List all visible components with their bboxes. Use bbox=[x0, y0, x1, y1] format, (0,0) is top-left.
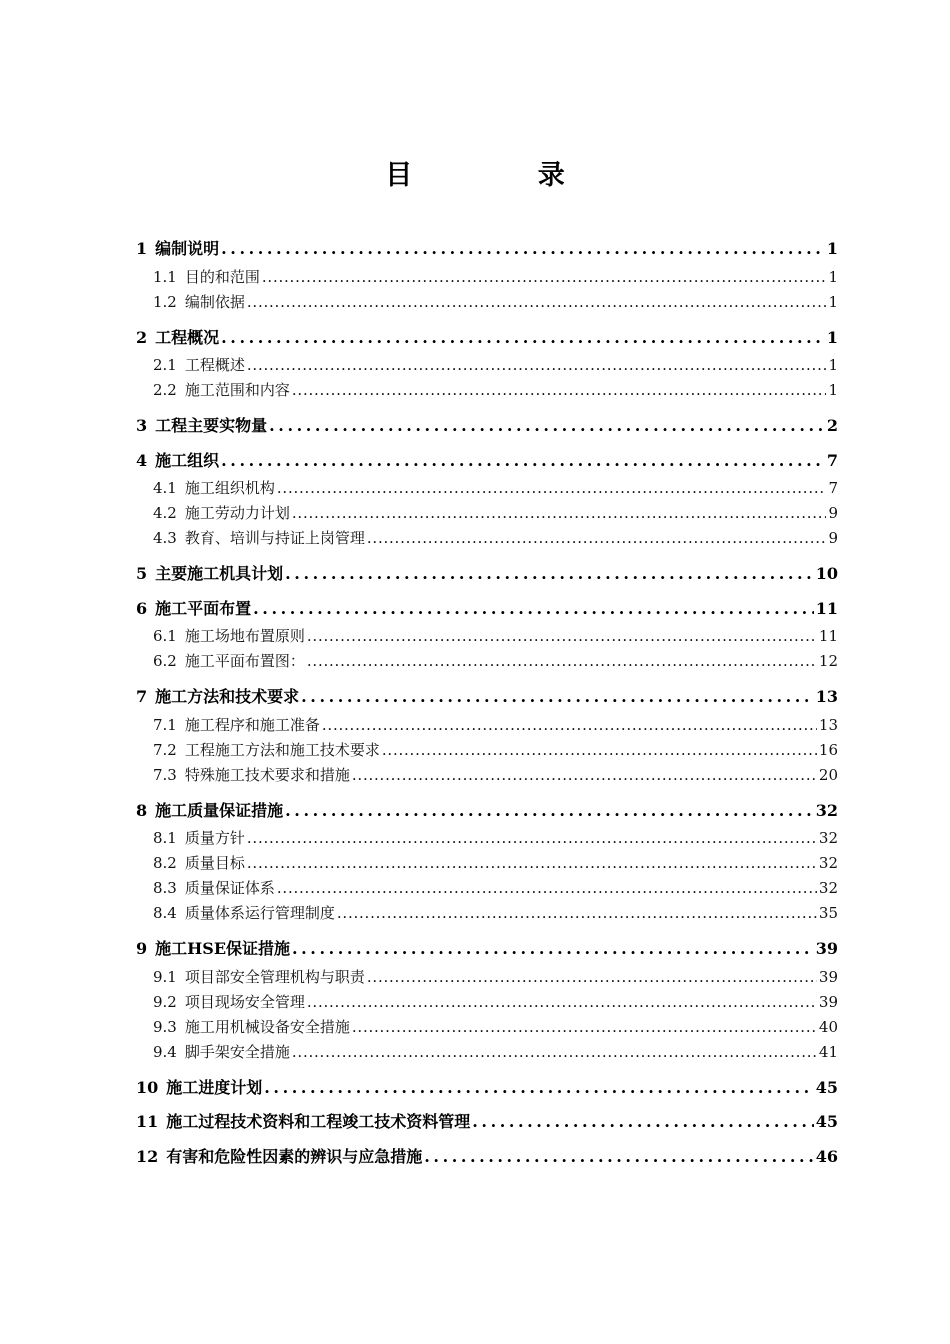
toc-entry-title: 施工程序和施工准备 bbox=[184, 715, 320, 734]
toc-entry-number: 6 bbox=[136, 598, 148, 618]
toc-section-entry[interactable] bbox=[136, 1040, 838, 1065]
toc-entry-number: 5 bbox=[136, 564, 148, 583]
toc-dot-leader bbox=[285, 560, 814, 588]
toc-entry-number: 4.3 bbox=[153, 529, 177, 547]
toc-section-entry[interactable] bbox=[136, 378, 838, 403]
toc-entry-title: 质量保证体系 bbox=[184, 879, 275, 897]
toc-dot-leader bbox=[367, 965, 817, 990]
toc-entry-number: 2.1 bbox=[153, 356, 177, 374]
toc-entry-title: 施工平面布置图： bbox=[184, 652, 305, 670]
toc-entry-number: 12 bbox=[136, 1146, 159, 1166]
toc-entry-title: 施工平面布置 bbox=[155, 598, 252, 618]
toc-entry-page-number: 1 bbox=[828, 381, 838, 399]
toc-chapter-entry[interactable] bbox=[136, 560, 838, 595]
toc-entry-page-number: 45 bbox=[815, 1112, 838, 1131]
toc-section-entry[interactable] bbox=[136, 649, 838, 674]
toc-entry-number: 9 bbox=[136, 939, 148, 958]
toc-entry-number: 11 bbox=[136, 1112, 159, 1131]
toc-entry-page-number: 39 bbox=[815, 939, 838, 958]
toc-dot-leader bbox=[337, 901, 817, 926]
toc-entry-page-number: 20 bbox=[818, 765, 838, 784]
toc-entry-number: 7 bbox=[136, 687, 148, 706]
toc-dot-leader bbox=[367, 526, 827, 551]
toc-entry-title: 施工过程技术资料和工程竣工技术资料管理 bbox=[166, 1112, 471, 1131]
toc-dot-leader bbox=[277, 476, 827, 501]
toc-section-entry[interactable] bbox=[136, 763, 838, 788]
toc-entry-number: 4.1 bbox=[153, 479, 177, 497]
toc-entry-title: 质量体系运行管理制度 bbox=[184, 904, 335, 922]
toc-dot-leader bbox=[221, 447, 825, 475]
toc-dot-leader bbox=[322, 713, 817, 738]
toc-entry-page-number: 32 bbox=[818, 829, 838, 847]
toc-entry-title: 工程概述 bbox=[184, 356, 245, 374]
toc-entry-title: 教育、培训与持证上岗管理 bbox=[184, 529, 365, 547]
toc-section-entry[interactable] bbox=[136, 265, 838, 290]
toc-dot-leader bbox=[262, 265, 827, 290]
toc-dot-leader bbox=[264, 1074, 813, 1102]
toc-section-entry[interactable] bbox=[136, 501, 838, 526]
toc-entry-number: 2 bbox=[136, 327, 148, 347]
toc-entry-page-number: 46 bbox=[815, 1146, 838, 1166]
toc-entry-page-number: 16 bbox=[818, 740, 838, 759]
toc-section-entry[interactable] bbox=[136, 1015, 838, 1040]
toc-entry-title: 工程概况 bbox=[155, 327, 220, 347]
toc-entry-number: 9.3 bbox=[153, 1017, 177, 1036]
toc-dot-leader bbox=[472, 1108, 813, 1136]
toc-chapter-entry[interactable] bbox=[136, 412, 838, 447]
toc-entry-number: 9.1 bbox=[153, 967, 177, 986]
toc-entry-page-number: 45 bbox=[815, 1077, 838, 1097]
toc-dot-leader bbox=[307, 624, 817, 649]
toc-entry-title: 特殊施工技术要求和措施 bbox=[184, 765, 350, 784]
toc-entry-title: 编制说明 bbox=[155, 239, 220, 258]
toc-entry-number: 8.3 bbox=[153, 879, 177, 897]
toc-section-entry[interactable] bbox=[136, 526, 838, 551]
toc-dot-leader bbox=[292, 501, 827, 526]
toc-entry-page-number: 41 bbox=[818, 1042, 838, 1061]
toc-entry-title: 有害和危险性因素的辨识与应急措施 bbox=[166, 1146, 423, 1166]
toc-entry-title: 施工场地布置原则 bbox=[184, 627, 305, 645]
toc-dot-leader bbox=[424, 1143, 813, 1171]
toc-entry-page-number: 9 bbox=[828, 529, 838, 547]
toc-chapter-entry[interactable] bbox=[136, 1074, 838, 1109]
toc-entry-title: 施工劳动力计划 bbox=[184, 504, 290, 522]
toc-entry-number: 8.2 bbox=[153, 854, 177, 872]
toc-entry-title: 项目部安全管理机构与职责 bbox=[184, 967, 365, 986]
toc-dot-leader bbox=[307, 649, 817, 674]
page-title: 目 录 bbox=[385, 160, 623, 191]
toc-dot-leader bbox=[247, 290, 827, 315]
toc-entry-number: 2.2 bbox=[153, 381, 177, 399]
toc-entry-page-number: 1 bbox=[828, 267, 838, 286]
toc-entry-number: 7.2 bbox=[153, 740, 177, 759]
toc-entry-number: 9.2 bbox=[153, 992, 177, 1011]
toc-entry-number: 4.2 bbox=[153, 504, 177, 522]
table-of-contents bbox=[136, 235, 838, 1177]
toc-entry-page-number: 9 bbox=[828, 504, 838, 522]
toc-entry-page-number: 1 bbox=[826, 239, 838, 258]
toc-entry-title: 施工组织 bbox=[155, 450, 220, 470]
toc-chapter-entry[interactable] bbox=[136, 1108, 838, 1143]
toc-entry-page-number: 12 bbox=[818, 652, 838, 670]
toc-section-entry[interactable] bbox=[136, 738, 838, 763]
toc-dot-leader bbox=[307, 990, 817, 1015]
toc-entry-page-number: 10 bbox=[815, 564, 838, 583]
toc-entry-title: 施工HSE保证措施 bbox=[155, 939, 291, 958]
toc-entry-page-number: 1 bbox=[828, 356, 838, 374]
toc-dot-leader bbox=[352, 1015, 817, 1040]
toc-dot-leader bbox=[277, 876, 817, 901]
toc-entry-page-number: 32 bbox=[818, 854, 838, 872]
toc-entry-title: 工程主要实物量 bbox=[155, 416, 268, 435]
toc-entry-number: 7.3 bbox=[153, 765, 177, 784]
toc-entry-page-number: 7 bbox=[828, 479, 838, 497]
toc-entry-page-number: 13 bbox=[818, 715, 838, 734]
toc-entry-page-number: 13 bbox=[815, 687, 838, 706]
toc-entry-number: 8 bbox=[136, 800, 148, 820]
toc-entry-title: 质量目标 bbox=[184, 854, 245, 872]
toc-entry-number: 4 bbox=[136, 450, 148, 470]
toc-entry-page-number: 11 bbox=[818, 627, 838, 645]
toc-entry-number: 6.2 bbox=[153, 652, 177, 670]
toc-entry-title: 施工进度计划 bbox=[166, 1077, 263, 1097]
toc-dot-leader bbox=[247, 851, 817, 876]
toc-section-entry[interactable] bbox=[136, 851, 838, 876]
toc-dot-leader bbox=[292, 1040, 817, 1065]
toc-entry-title: 项目现场安全管理 bbox=[184, 992, 305, 1011]
toc-entry-number: 8.1 bbox=[153, 829, 177, 847]
toc-entry-page-number: 2 bbox=[826, 416, 838, 435]
toc-entry-title: 编制依据 bbox=[184, 292, 245, 311]
toc-dot-leader bbox=[221, 324, 825, 352]
toc-entry-title: 施工组织机构 bbox=[184, 479, 275, 497]
toc-dot-leader bbox=[247, 826, 817, 851]
toc-section-entry[interactable] bbox=[136, 624, 838, 649]
toc-section-entry[interactable] bbox=[136, 901, 838, 926]
toc-entry-page-number: 11 bbox=[815, 598, 838, 618]
toc-entry-number: 3 bbox=[136, 416, 148, 435]
toc-entry-title: 施工质量保证措施 bbox=[155, 800, 284, 820]
toc-entry-page-number: 40 bbox=[818, 1017, 838, 1036]
toc-entry-number: 6.1 bbox=[153, 627, 177, 645]
toc-entry-number: 1.1 bbox=[153, 267, 177, 286]
toc-section-entry[interactable] bbox=[136, 476, 838, 501]
toc-entry-page-number: 39 bbox=[818, 992, 838, 1011]
toc-entry-page-number: 1 bbox=[828, 292, 838, 311]
toc-entry-page-number: 32 bbox=[815, 800, 838, 820]
toc-dot-leader bbox=[382, 738, 817, 763]
toc-entry-title: 质量方针 bbox=[184, 829, 245, 847]
toc-chapter-entry[interactable] bbox=[136, 1143, 838, 1178]
toc-entry-page-number: 7 bbox=[826, 450, 838, 470]
toc-entry-number: 1.2 bbox=[153, 292, 177, 311]
toc-dot-leader bbox=[301, 683, 814, 711]
toc-section-entry[interactable] bbox=[136, 353, 838, 378]
toc-entry-number: 9.4 bbox=[153, 1042, 177, 1061]
toc-entry-title: 工程施工方法和施工技术要求 bbox=[184, 740, 380, 759]
toc-entry-title: 目的和范围 bbox=[184, 267, 260, 286]
toc-entry-title: 脚手架安全措施 bbox=[184, 1042, 290, 1061]
toc-dot-leader bbox=[292, 935, 814, 963]
toc-entry-page-number: 1 bbox=[826, 327, 838, 347]
toc-section-entry[interactable] bbox=[136, 826, 838, 851]
toc-entry-number: 8.4 bbox=[153, 904, 177, 922]
toc-dot-leader bbox=[221, 235, 825, 263]
toc-dot-leader bbox=[247, 353, 827, 378]
toc-section-entry[interactable] bbox=[136, 990, 838, 1015]
toc-entry-number: 7.1 bbox=[153, 715, 177, 734]
toc-entry-page-number: 35 bbox=[818, 904, 838, 922]
toc-dot-leader bbox=[285, 797, 814, 825]
toc-dot-leader bbox=[292, 378, 827, 403]
toc-section-entry[interactable] bbox=[136, 876, 838, 901]
toc-entry-number: 1 bbox=[136, 239, 148, 258]
toc-section-entry[interactable] bbox=[136, 713, 838, 738]
toc-entry-title: 施工范围和内容 bbox=[184, 381, 290, 399]
toc-dot-leader bbox=[352, 763, 817, 788]
toc-entry-title: 施工用机械设备安全措施 bbox=[184, 1017, 350, 1036]
toc-dot-leader bbox=[253, 595, 814, 623]
toc-section-entry[interactable] bbox=[136, 290, 838, 315]
toc-section-entry[interactable] bbox=[136, 965, 838, 990]
toc-entry-title: 施工方法和技术要求 bbox=[155, 687, 300, 706]
toc-entry-title: 主要施工机具计划 bbox=[155, 564, 284, 583]
toc-entry-page-number: 32 bbox=[818, 879, 838, 897]
toc-entry-page-number: 39 bbox=[818, 967, 838, 986]
toc-entry-number: 10 bbox=[136, 1077, 159, 1097]
toc-dot-leader bbox=[269, 412, 825, 440]
